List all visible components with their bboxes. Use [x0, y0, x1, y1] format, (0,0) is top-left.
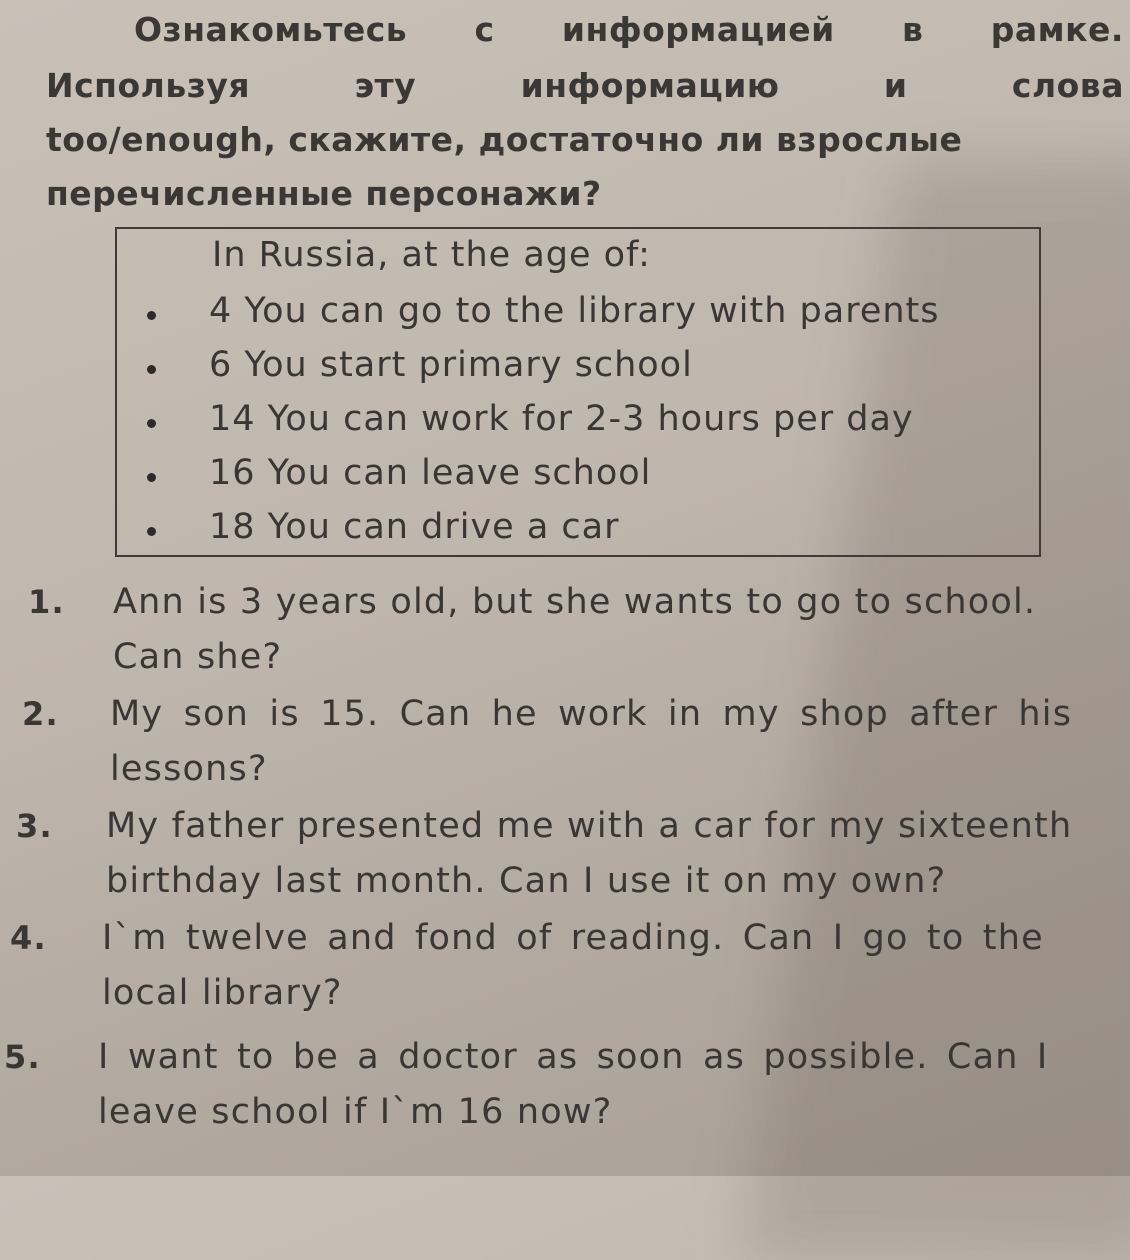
bullet-icon	[147, 419, 156, 428]
question-number: 3.	[16, 807, 53, 845]
box-item-text: 14 You can work for 2-3 hours per day	[209, 399, 914, 439]
box-header: In Russia, at the age of:	[212, 235, 651, 275]
bullet-icon	[147, 365, 156, 374]
instruction-word: информацией	[561, 10, 835, 49]
instruction-word: эту	[354, 66, 417, 105]
instruction-line-2	[46, 58, 1124, 114]
bullet-icon	[147, 473, 156, 482]
question-text-line: My son is 15. Can he work in my shop after his	[110, 694, 1073, 734]
question-text-line: birthday last month. Can I use it on my own?	[106, 861, 947, 901]
question-text-line: I want to be a doctor as soon as possible. Can I	[98, 1037, 1049, 1077]
question-text-line: My father presented me with a car for my sixteenth	[106, 806, 1073, 846]
bullet-icon	[147, 527, 156, 536]
question-number: 4.	[10, 919, 47, 957]
question-text-line: lessons?	[110, 749, 268, 789]
box-item-text: 6 You start primary school	[209, 345, 693, 385]
question-text-line: leave school if I`m 16 now?	[98, 1092, 613, 1132]
question-number: 1.	[28, 583, 65, 621]
instruction-line-1	[134, 2, 1124, 58]
instruction-word: Используя	[46, 66, 251, 105]
box-item-text: 16 You can leave school	[209, 453, 652, 493]
instruction-word: Ознакомьтесь	[134, 10, 408, 49]
instruction-word: в	[902, 10, 924, 49]
instruction-word: с	[474, 10, 495, 49]
instruction-line-3: too/enough, скажите, достаточно ли взрослые	[46, 120, 963, 159]
box-item-text: 4 You can go to the library with parents	[209, 291, 940, 331]
question-text-line: Ann is 3 years old, but she wants to go to school.	[113, 582, 1037, 622]
instruction-line-4: перечисленные персонажи?	[46, 174, 602, 213]
box-item	[117, 447, 1039, 501]
info-box	[115, 227, 1041, 557]
question-number: 2.	[22, 695, 59, 733]
box-item	[117, 393, 1039, 447]
box-item	[117, 501, 1039, 555]
question-number: 5.	[4, 1038, 41, 1076]
instruction-word: слова	[1011, 66, 1124, 105]
instruction-word: рамке.	[990, 10, 1124, 49]
instruction-word: и	[883, 66, 908, 105]
question-text-line: local library?	[102, 973, 343, 1013]
box-item-text: 18 You can drive a car	[209, 507, 620, 547]
box-item	[117, 285, 1039, 339]
instruction-word: информацию	[520, 66, 780, 105]
question-text-line: Can she?	[113, 637, 283, 677]
box-item	[117, 339, 1039, 393]
question-text-line: I`m twelve and fond of reading. Can I go to the	[102, 918, 1044, 958]
bullet-icon	[147, 311, 156, 320]
